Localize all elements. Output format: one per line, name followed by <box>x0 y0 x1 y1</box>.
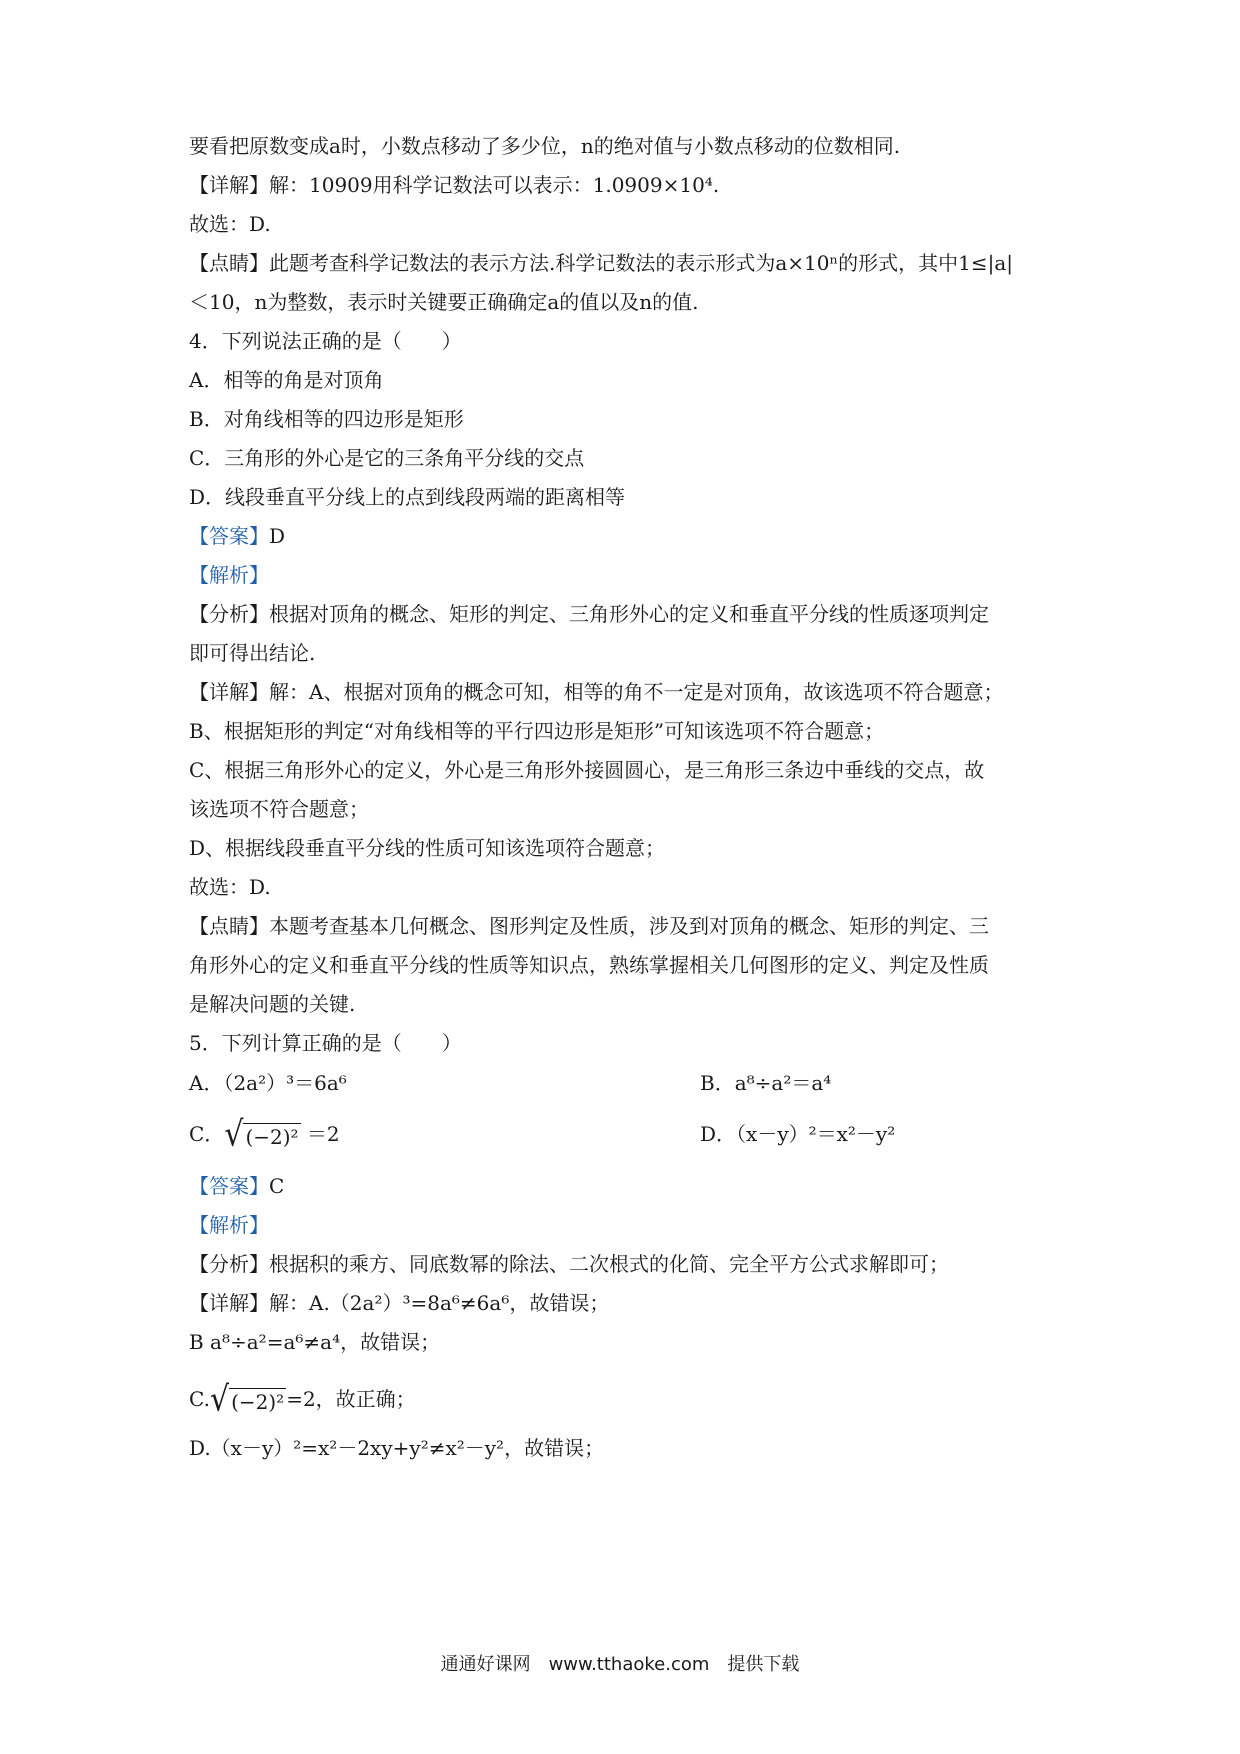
question-4-option-d: D．线段垂直平分线上的点到线段两端的距离相等 <box>189 485 626 509</box>
option-c-result: ＝2 <box>306 1122 340 1146</box>
sqrt-radicand: (−2)² <box>245 1124 299 1149</box>
answer-label: 【答案】 <box>189 1174 269 1198</box>
text-line: 【分析】根据积的乘方、同底数幂的除法、二次根式的化简、完全平方公式求解即可； <box>189 1252 949 1276</box>
text-line: 故选：D. <box>189 875 271 899</box>
text-line: B a⁸÷a²=a⁶≠a⁴，故错误； <box>189 1330 441 1354</box>
question-5-stem: 5．下列计算正确的是（ ） <box>189 1031 462 1055</box>
sqrt-expression <box>224 1113 300 1155</box>
text-line: 【详解】解：A.（2a²）³=8a⁶≠6a⁶，故错误； <box>189 1291 610 1315</box>
text-line: 故选：D. <box>189 212 271 236</box>
text-line: B、根据矩形的判定“对角线相等的平行四边形是矩形”可知该选项不符合题意； <box>189 719 885 743</box>
text-line: 即可得出结论. <box>189 641 316 665</box>
question-5-option-d: D．（x－y）²＝x²－y² <box>700 1122 896 1146</box>
option-c-label: C． <box>189 1122 225 1146</box>
text-line: 【点睛】此题考查科学记数法的表示方法.科学记数法的表示形式为a×10ⁿ的形式，其中1≤|a| <box>189 251 1014 275</box>
text-line: D.（x－y）²=x²－2xy+y²≠x²－y²，故错误； <box>189 1436 605 1460</box>
answer-value: C <box>269 1174 285 1198</box>
step-c-label: C. <box>189 1387 210 1411</box>
question-5-option-b: B．a⁸÷a²＝a⁴ <box>700 1071 832 1095</box>
text-line: 是解决问题的关键. <box>189 992 356 1016</box>
analysis-label: 【解析】 <box>189 1213 269 1237</box>
text-line: 角形外心的定义和垂直平分线的性质等知识点，熟练掌握相关几何图形的定义、判定及性质 <box>189 953 989 977</box>
answer-line-4 <box>189 521 285 551</box>
page-footer: 通通好课网 www.tthaoke.com 提供下载 <box>440 1654 800 1675</box>
text-line: D、根据线段垂直平分线的性质可知该选项符合题意； <box>189 836 666 860</box>
text-line: ＜10，n为整数，表示时关键要正确确定a的值以及n的值. <box>189 290 699 314</box>
text-line: 要看把原数变成a时，小数点移动了多少位，n的绝对值与小数点移动的位数相同. <box>189 134 901 158</box>
answer-value: D <box>269 524 286 548</box>
sqrt-sign: √ <box>209 1378 230 1420</box>
answer-label: 【答案】 <box>189 524 269 548</box>
question-4-stem: 4．下列说法正确的是（ ） <box>189 329 462 353</box>
analysis-label: 【解析】 <box>189 563 269 587</box>
question-5-option-a: A．（2a²）³＝6a⁶ <box>189 1071 347 1095</box>
text-line: C、根据三角形外心的定义，外心是三角形外接圆圆心，是三角形三条边中垂线的交点，故 <box>189 758 985 782</box>
text-line <box>189 1378 416 1420</box>
question-4-option-a: A．相等的角是对顶角 <box>189 368 384 392</box>
step-c-result: =2，故正确； <box>286 1387 416 1411</box>
question-4-option-b: B．对角线相等的四边形是矩形 <box>189 407 464 431</box>
sqrt-radicand: (−2)² <box>231 1389 285 1414</box>
text-line: 【分析】根据对顶角的概念、矩形的判定、三角形外心的定义和垂直平分线的性质逐项判定 <box>189 602 989 626</box>
question-5-option-c <box>189 1113 340 1155</box>
answer-line-5 <box>189 1171 284 1201</box>
text-line: 【详解】解：A、根据对顶角的概念可知，相等的角不一定是对顶角，故该选项不符合题意； <box>189 680 1004 704</box>
sqrt-expression <box>209 1378 286 1420</box>
sqrt-sign: √ <box>224 1113 244 1155</box>
text-line: 该选项不符合题意； <box>189 797 369 821</box>
text-line: 【详解】解：10909用科学记数法可以表示：1.0909×10⁴. <box>189 173 720 197</box>
text-line: 【点睛】本题考查基本几何概念、图形判定及性质，涉及到对顶角的概念、矩形的判定、三 <box>189 914 989 938</box>
question-4-option-c: C．三角形的外心是它的三条角平分线的交点 <box>189 446 585 470</box>
